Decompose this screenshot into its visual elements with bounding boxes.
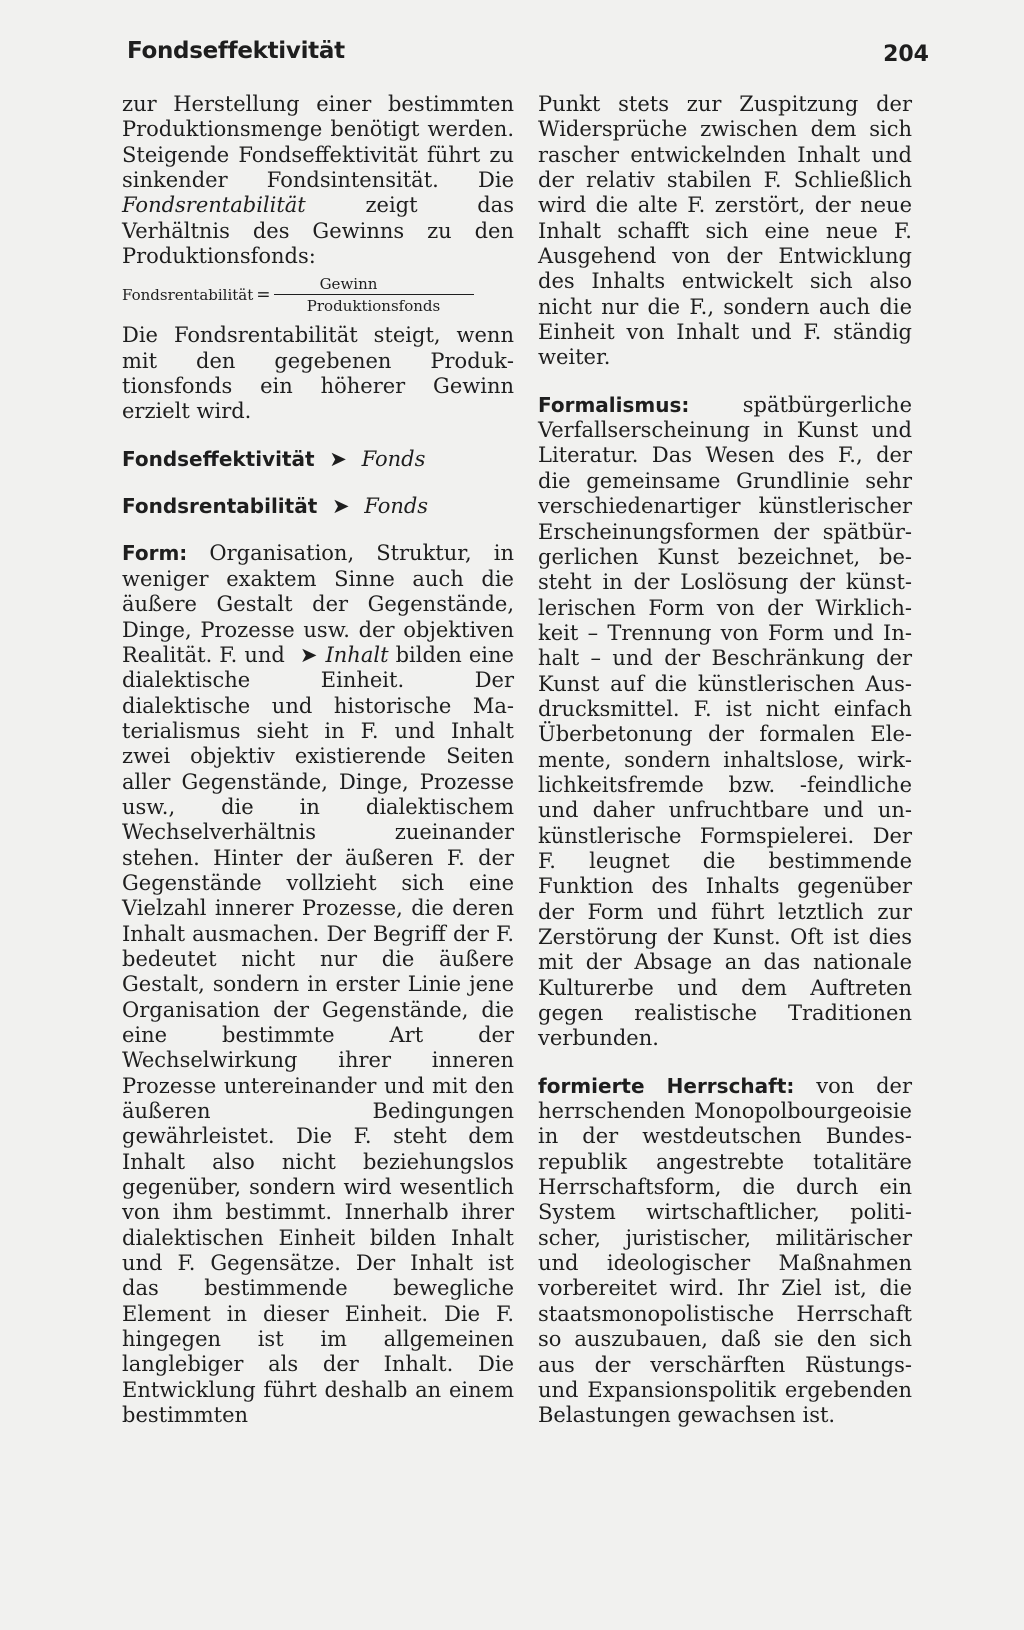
formula-lhs: Fondsrentabilität (122, 286, 254, 305)
formula-explanation: Die Fondsrentabilität steigt, wenn mit den gegebenen Produktionsfonds ein höherer Gewinn erzielt wird. (122, 323, 514, 424)
arrow-icon: ➤ (331, 494, 350, 519)
cross-reference-entry (122, 447, 514, 472)
running-head: Fondseffektivität (127, 38, 345, 64)
cross-reference-entry (122, 494, 514, 519)
left-column (122, 92, 514, 1429)
arrow-icon: ➤ (329, 446, 347, 471)
page-number: 204 (883, 42, 929, 67)
formula-numerator: Gewinn (274, 275, 474, 295)
entry-continuation: Punkt stets zur Zuspitzung der Widersprüche zwischen dem sich rascher entwickelnden Inhalt und der relativ stabilen F. Schließlich wird die alte F. zerstört, der neue Inhalt schafft sich eine neue F. Ausgehend von der Entwicklung des Inhalts entwickelt sich also nicht nur die F., sondern auch die Einheit von Inhalt und F. ständig weiter. (538, 92, 912, 370)
entry-formierte-herrschaft: formierte Herrschaft: von der herrschenden Monopolbourgeoisie in der westdeutschen Bundesrepublik angestrebte totalitäre Herrschaftsform, die durch ein System wirtschaftlicher, politischer, juristischer, militärischer und ideologischer Maßnahmen vorbereitet wird. Ihr Ziel ist, die staatsmonopolistische Herrschaft so auszubauen, daß sie den sich aus der verschärften Rüstungs- und Expansionspolitik ergebenden Belastungen gewachsen ist. (538, 1073, 912, 1428)
entry-formalismus: Formalismus: spätbürgerliche Verfallserscheinung in Kunst und Literatur. Das Wesen des F., der die gemeinsame Grundlinie sehr verschiedenartiger künstlerischer Erscheinungsformen der spätbürgerlichen Kunst bezeichnet, besteht in der Loslösung der künstlerischen Form von der Wirklichkeit – Trennung von Form und Inhalt – und der Beschränkung der Kunst auf die künstlerischen Ausdrucksmittel. F. ist nicht einfach Überbetonung der formalen Elemente, sondern inhaltslose, wirklichkeitsfremde bzw. -feindliche und daher unfruchtbare und unkünstlerische Formspielerei. Der F. leugnet die bestimmende Funktion des Inhalts gegenüber der Form und führt letztlich zur Zerstörung der Kunst. Oft ist dies mit der Absage an das nationale Kulturerbe und dem Auftreten gegen realistische Traditionen verbunden. (538, 392, 912, 1051)
formula-equals: = (256, 285, 271, 306)
arrow-icon: ➤ (299, 642, 318, 667)
formula-fraction (274, 275, 474, 315)
cross-reference-link[interactable]: Inhalt (325, 642, 389, 667)
entry-term: Fondseffektivität (122, 446, 315, 471)
cross-reference-link[interactable]: Fonds (361, 446, 426, 471)
entry-term: formierte Herrschaft: (538, 1073, 795, 1098)
entry-continuation: zur Herstellung einer bestimmten Produktionsmenge benötigt werden. Steigende Fondseffektivität führt zu sinkender Fondsintensität. Die Fondsrentabilität zeigt das Verhältnis des Gewinns zu den Produktionsfonds: (122, 92, 514, 269)
cross-reference-link[interactable]: Fonds (364, 494, 429, 519)
emphasized-term: Fondsrentabilität (122, 193, 306, 218)
formula-denominator: Produktionsfonds (306, 297, 441, 316)
entry-term: Form: (122, 541, 188, 566)
formula (122, 275, 514, 315)
right-column (538, 92, 912, 1429)
entry-form: Form: Organisation, Struktur, in weniger exaktem Sinne auch die äußere Gestalt der Gegenstände, Dinge, Prozesse usw. der objektiven Realität. F. und ➤ Inhalt bilden eine dialektische Einheit. Der dialektische und historische Materialismus sieht in F. und Inhalt zwei objektiv existierende Seiten aller Gegenstände, Dinge, Prozesse usw., die in dialektischem Wechselverhältnis zueinander stehen. Hinter der äußeren F. der Gegenstände vollzieht sich eine Vielzahl innerer Prozesse, die deren Inhalt ausmachen. Der Begriff der F. bedeutet nicht nur die äußere Gestalt, sondern in erster Linie jene Organisation der Gegenstände, die eine bestimmte Art der Wechselwirkung ihrer inneren Prozesse untereinander und mit den äußeren Bedingungen gewährleistet. Die F. steht dem Inhalt also nicht beziehungslos gegenüber, sondern wird wesentlich von ihm bestimmt. Innerhalb ihrer dialektischen Einheit bilden Inhalt und F. Gegensätze. Der Inhalt ist das bestimmende bewegliche Element in dieser Einheit. Die F. hingegen ist im allgemeinen langlebiger als der Inhalt. Die Entwicklung führt deshalb an einem bestimmten (122, 541, 514, 1428)
entry-term: Formalismus: (538, 392, 690, 417)
entry-term: Fondsrentabilität (122, 494, 318, 519)
page-header (127, 38, 929, 78)
